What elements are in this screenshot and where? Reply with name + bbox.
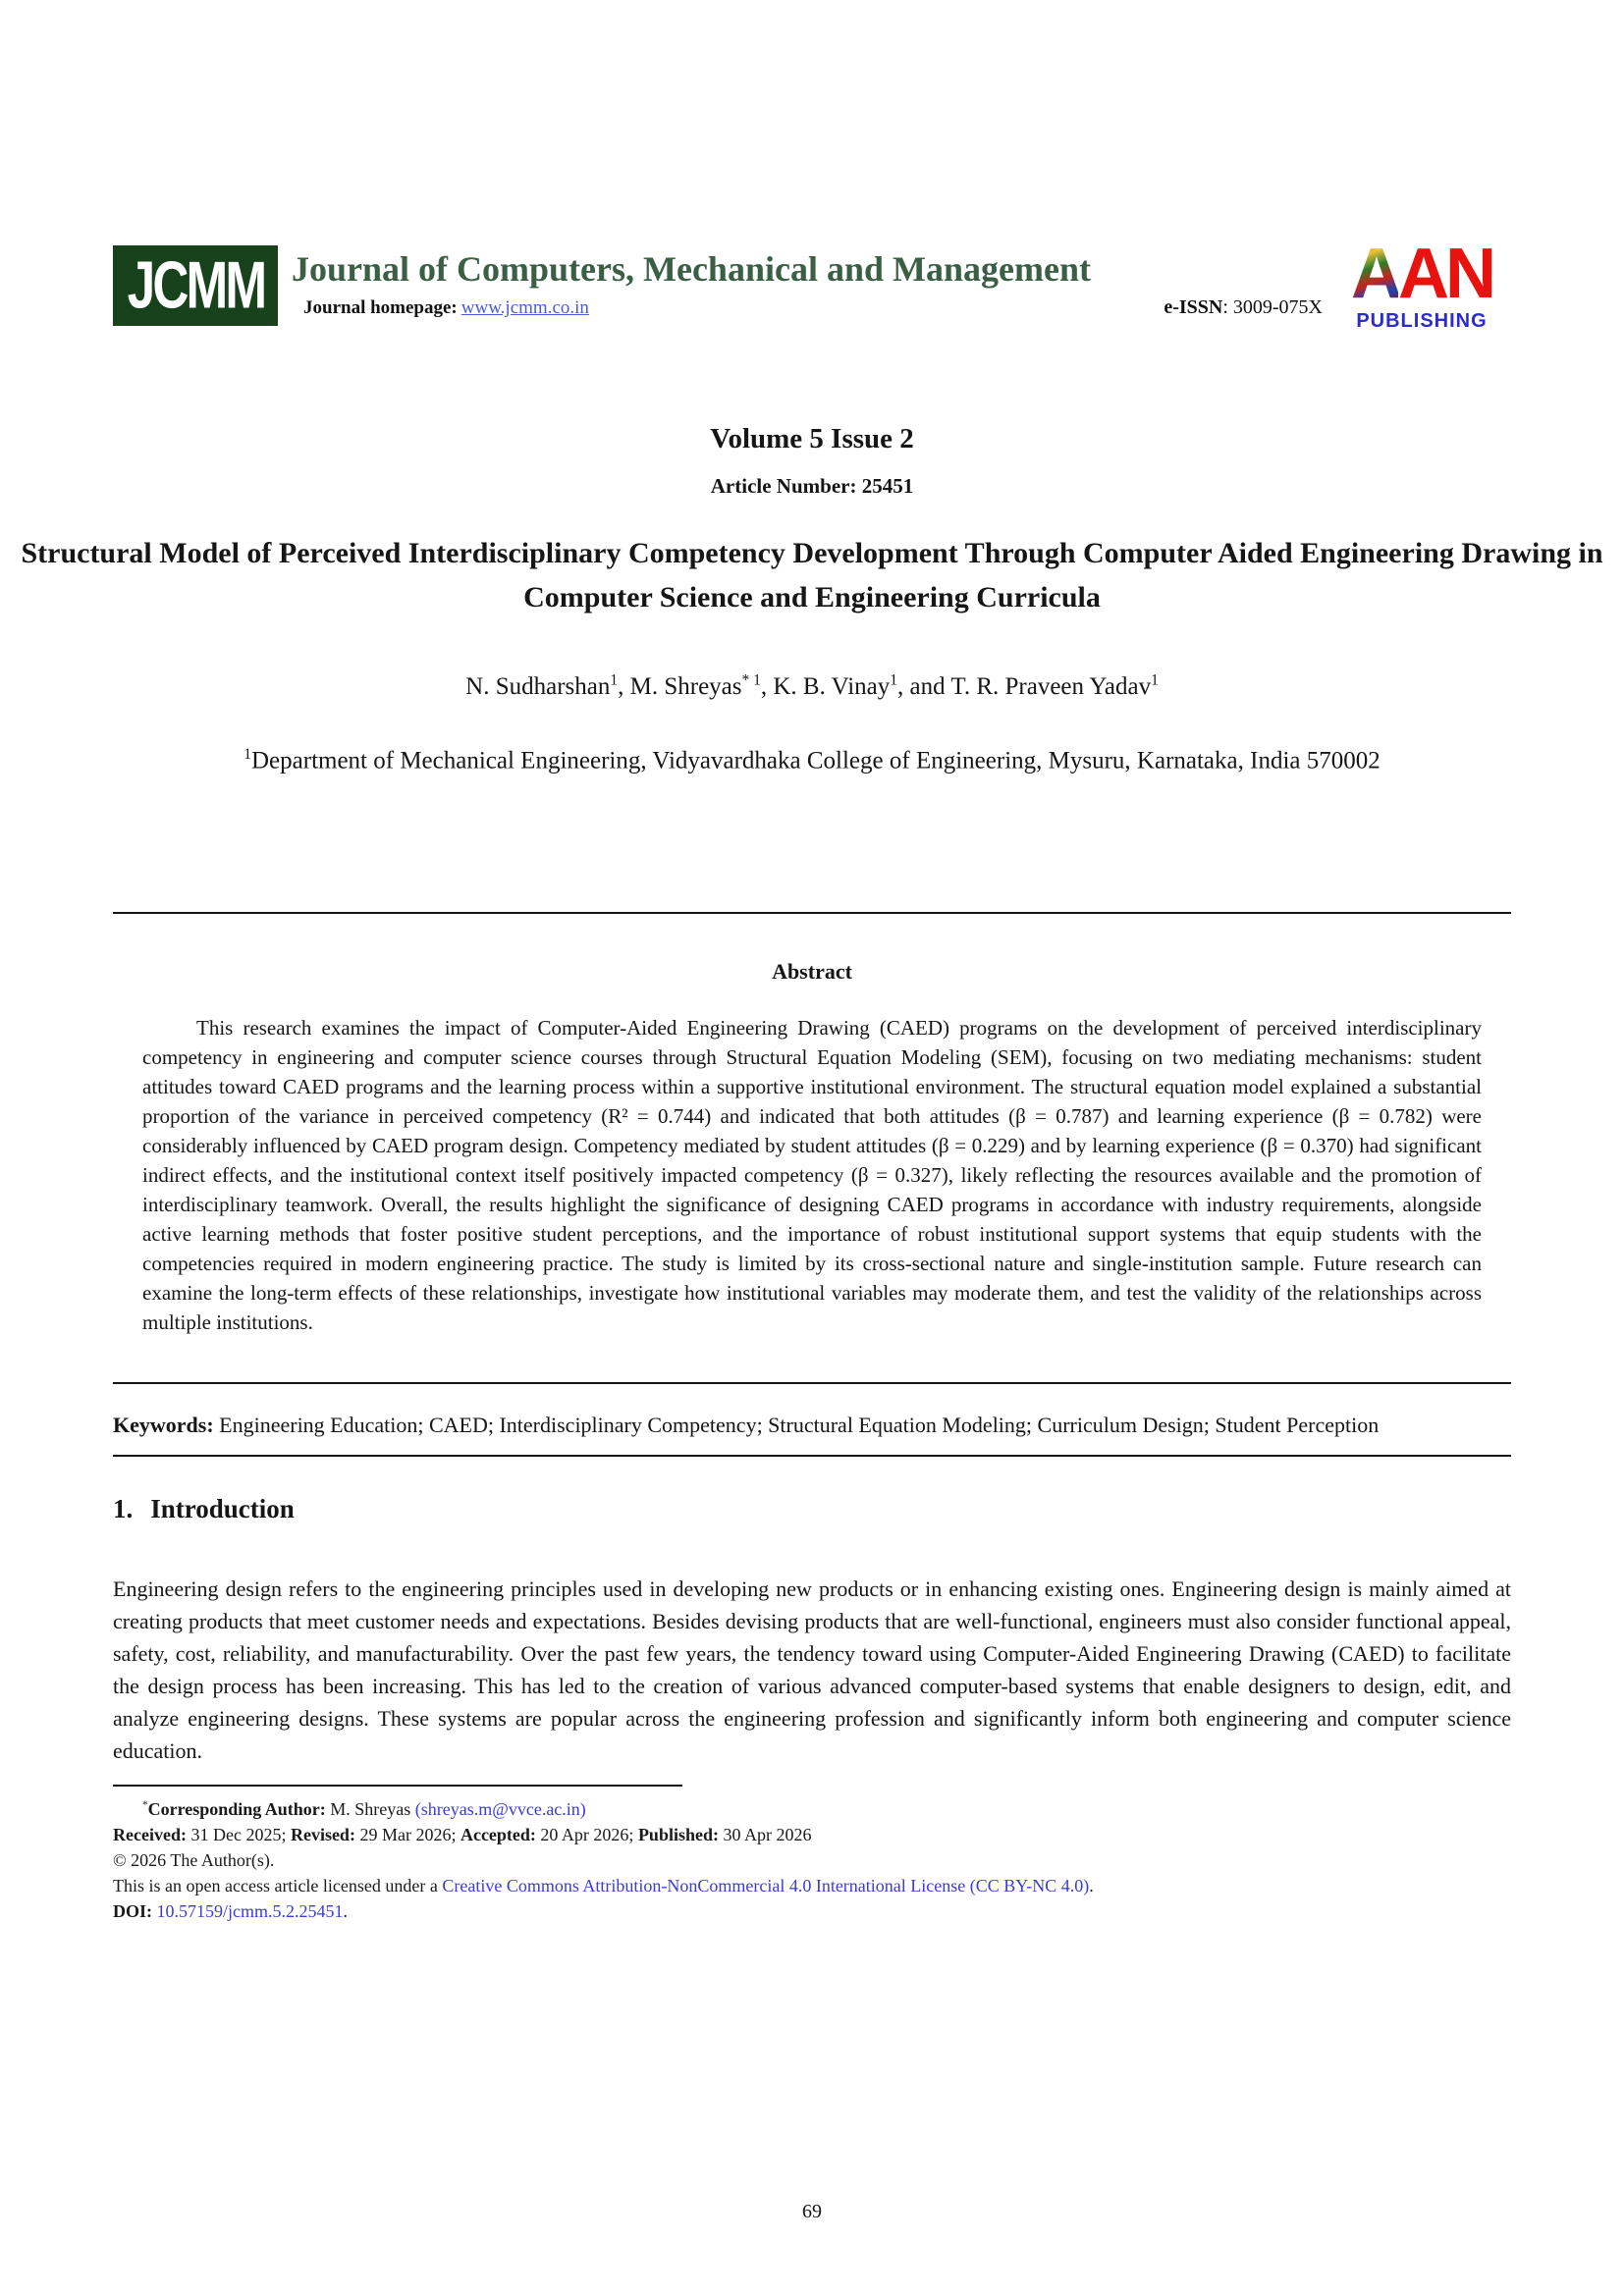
journal-homepage — [303, 297, 589, 319]
publisher-flag-letter: A — [1351, 235, 1398, 313]
publisher-logo — [1332, 235, 1511, 333]
author: K. B. Vinay$^1$, and — [773, 672, 951, 701]
masthead-info-row — [292, 296, 1332, 319]
eissn-value: : 3009-075X — [1222, 296, 1323, 318]
publisher-logo-rest: AN — [1398, 235, 1492, 313]
keywords-text: Engineering Education; CAED; Interdisciplinary Competency; Structural Equation Modeling; Curriculum Design; Student Perception — [213, 1412, 1380, 1437]
section-heading-introduction — [113, 1491, 1511, 1526]
homepage-link[interactable]: www.jcmm.co.in — [460, 297, 589, 318]
corresponding-author-label: Corresponding Author: — [147, 1798, 326, 1819]
article-number-value: 25451 — [856, 474, 914, 498]
affiliation — [159, 736, 1465, 779]
publisher-logo-word — [1332, 235, 1511, 313]
abstract-text: This research examines the impact of Computer-Aided Engineering Drawing (CAED) programs on the development of perceived interdisciplinary competency in engineering and computer science courses through Structural Equation Modeling (SEM), focusing on two mediating mechanisms: student attitudes toward CAED programs and the learning process within a supportive institutional environment. The structural equation model explained a substantial proportion of the variance in perceived competency (R² = 0.744) and indicated that both attitudes (β = 0.787) and learning experience (β = 0.782) were considerably influenced by CAED program design. Competency mediated by student attitudes (β = 0.229) and by learning experience (β = 0.370) had significant indirect effects, and the institutional context itself positively impacted competency (β = 0.327), likely reflecting the resources available and the promotion of interdisciplinary teamwork. Overall, the results highlight the significance of designing CAED programs in accordance with industry requirements, alongside active learning methods that foster positive student perceptions, and the importance of robust institutional support systems that equip students with the competencies required in modern engineering practice. The study is limited by its cross-sectional nature and single-institution sample. Future research can examine the long-term effects of these relationships, investigate how institutional variables may moderate them, and test the validity of the relationships across multiple institutions. — [142, 1015, 1482, 1334]
affiliation-mark: 1 — [244, 746, 251, 764]
license-link[interactable]: Creative Commons Attribution-NonCommercial 4.0 International License (CC BY-NC 4.0) — [442, 1875, 1090, 1896]
corresponding-author-mark: * — [142, 1798, 148, 1811]
author-affiliation-mark: 1 — [1151, 672, 1159, 689]
affiliation-text: Department of Mechanical Engineering, Vidyavardhaka College of Engineering, Mysuru, Karnataka, India 570002 — [251, 747, 1380, 774]
abstract-heading: Abstract — [772, 958, 852, 984]
license-prefix: This is an open access article licensed under a — [113, 1875, 443, 1896]
introduction-text: Engineering design refers to the engineering principles used in developing new products or in enhancing existing ones. Engineering design is mainly aimed at creating products that meet customer needs and expectations. Besides devising products that are well-functional, engineers must also consider functional appeal, safety, cost, reliability, and manufacturability. Over the past few years, the tendency toward using Computer-Aided Engineering Drawing (CAED) to facilitate the design process has been increasing. This has led to the creation of various advanced computer-based systems that enable designers to design, edit, and analyze engineering designs. These systems are popular across the engineering profession and significantly inform both engineering and computer science education. — [113, 1575, 1511, 1763]
divider-above-abstract — [113, 912, 1511, 914]
author-affiliation-mark: 1 — [890, 672, 897, 689]
author: M. Shreyas$^{* 1}$, — [629, 672, 774, 701]
corresponding-author-line — [113, 1792, 1511, 1822]
footnote-rule — [113, 1785, 682, 1787]
author-list — [0, 666, 1624, 703]
doi-label: DOI: — [113, 1900, 157, 1921]
author: T. R. Praveen Yadav$^1$ — [950, 672, 1159, 701]
jcmm-logo-text: JCMM — [127, 248, 264, 323]
masthead-center — [278, 245, 1332, 319]
dates-line: Received: 31 Dec 2025; Revised: 29 Mar 2026; Accepted: 20 Apr 2026; Published: 30 Apr 2026 — [113, 1824, 812, 1844]
page-number: 69 — [802, 2201, 822, 2222]
author-affiliation-mark: * 1 — [741, 672, 761, 689]
eissn — [1164, 296, 1332, 319]
article-number-label: Article Number: — [710, 474, 857, 498]
divider-above-keywords — [113, 1382, 1511, 1384]
eissn-label: e-ISSN — [1164, 296, 1223, 318]
corresponding-author-name: M. Shreyas — [325, 1798, 415, 1819]
journal-masthead — [113, 235, 1511, 333]
corresponding-author-email-link[interactable]: (shreyas.m@vvce.ac.in) — [414, 1798, 586, 1819]
license-line: This is an open access article licensed under a Creative Commons Attribution-NonCommercial 4.0 International License (CC BY-NC 4.0). — [113, 1875, 1094, 1896]
section-number: 1. — [113, 1493, 134, 1523]
footnote-block — [113, 1792, 1511, 1924]
author-affiliation-mark: 1 — [610, 672, 619, 689]
volume-issue: Volume 5 Issue 2 — [710, 423, 914, 454]
keywords — [113, 1409, 1511, 1442]
copyright-line: © 2026 The Author(s). — [113, 1849, 275, 1870]
article-title: Structural Model of Perceived Interdisciplinary Competency Development Through Computer Aided Engineering Drawing in Computer Science and Engineering Curricula — [21, 537, 1603, 614]
journal-title: Journal of Computers, Mechanical and Management — [292, 249, 1091, 289]
section-title: Introduction — [150, 1493, 295, 1523]
doi-line: DOI: 10.57159/jcmm.5.2.25451. — [113, 1900, 348, 1921]
homepage-label: Journal homepage: — [303, 297, 458, 318]
divider-below-keywords — [113, 1455, 1511, 1457]
author: N. Sudharshan$^1$, — [465, 672, 630, 701]
jcmm-logo — [113, 245, 278, 326]
doi-link[interactable]: 10.57159/jcmm.5.2.25451 — [156, 1900, 344, 1921]
keywords-label: Keywords: — [113, 1412, 214, 1437]
publisher-logo-subtitle: PUBLISHING — [1356, 310, 1488, 332]
article-number — [0, 473, 1624, 500]
